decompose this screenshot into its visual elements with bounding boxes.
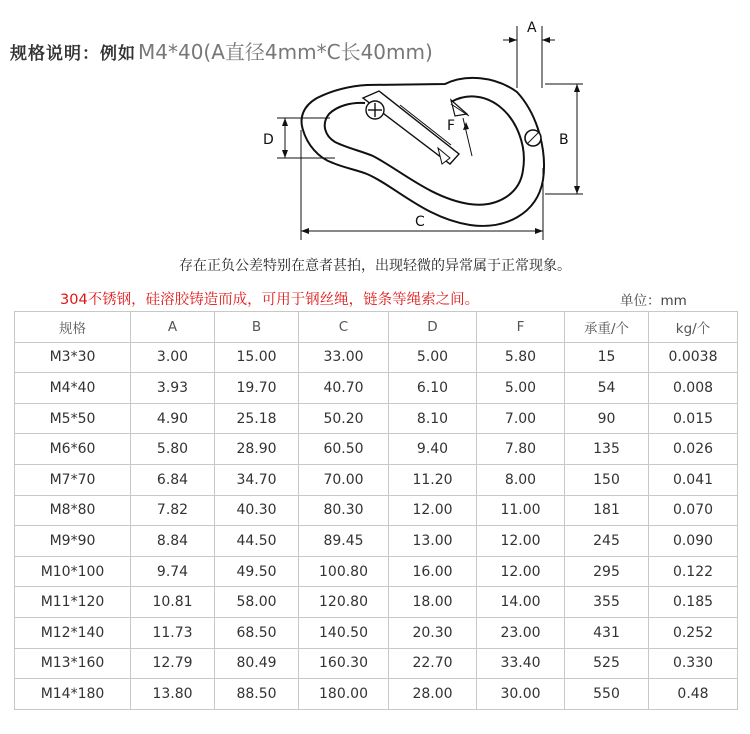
- table-row: [15, 495, 738, 526]
- table-row: [15, 648, 738, 679]
- cell-d: 22.70: [389, 648, 477, 679]
- cell-c: 100.80: [299, 556, 389, 587]
- cell-load: 525: [565, 648, 649, 679]
- cell-f: 33.40: [477, 648, 565, 679]
- hook-outer-outline: [302, 78, 544, 226]
- table-row: [15, 617, 738, 648]
- cell-weight: 0.026: [649, 434, 738, 465]
- cell-a: 7.82: [131, 495, 215, 526]
- cell-weight: 0.0038: [649, 342, 738, 373]
- cell-weight: 0.48: [649, 679, 738, 710]
- cell-load: 295: [565, 556, 649, 587]
- dimension-label-a: A: [527, 20, 537, 36]
- cell-c: 180.00: [299, 679, 389, 710]
- cell-load: 54: [565, 373, 649, 404]
- table-row: [15, 403, 738, 434]
- cell-a: 4.90: [131, 403, 215, 434]
- cell-spec: M13*160: [15, 648, 131, 679]
- cell-spec: M12*140: [15, 617, 131, 648]
- cell-f: 12.00: [477, 526, 565, 557]
- cell-c: 40.70: [299, 373, 389, 404]
- spec-table-body: [15, 342, 738, 709]
- cell-a: 8.84: [131, 526, 215, 557]
- spec-example-value: M4*40(A直径4mm*C长40mm): [138, 40, 433, 64]
- snap-hook-dimension-diagram: [255, 18, 595, 240]
- cell-weight: 0.070: [649, 495, 738, 526]
- cell-load: 15: [565, 342, 649, 373]
- cell-spec: M3*30: [15, 342, 131, 373]
- cell-load: 550: [565, 679, 649, 710]
- cell-d: 12.00: [389, 495, 477, 526]
- cell-d: 13.00: [389, 526, 477, 557]
- header-weight: kg/个: [649, 312, 738, 343]
- dimension-label-d: D: [263, 132, 274, 148]
- cell-b: 49.50: [215, 556, 299, 587]
- cell-a: 3.00: [131, 342, 215, 373]
- cell-weight: 0.122: [649, 556, 738, 587]
- cell-a: 3.93: [131, 373, 215, 404]
- cell-f: 23.00: [477, 617, 565, 648]
- cell-load: 135: [565, 434, 649, 465]
- cell-weight: 0.185: [649, 587, 738, 618]
- cell-spec: M9*90: [15, 526, 131, 557]
- cell-weight: 0.090: [649, 526, 738, 557]
- cell-d: 18.00: [389, 587, 477, 618]
- cell-a: 11.73: [131, 617, 215, 648]
- cell-d: 11.20: [389, 464, 477, 495]
- cell-b: 34.70: [215, 464, 299, 495]
- cell-spec: M8*80: [15, 495, 131, 526]
- cell-spec: M10*100: [15, 556, 131, 587]
- table-row: [15, 587, 738, 618]
- header-c: C: [299, 312, 389, 343]
- cell-f: 5.80: [477, 342, 565, 373]
- cell-f: 14.00: [477, 587, 565, 618]
- cell-d: 8.10: [389, 403, 477, 434]
- header-d: D: [389, 312, 477, 343]
- cell-spec: M6*60: [15, 434, 131, 465]
- table-row: [15, 342, 738, 373]
- cell-c: 50.20: [299, 403, 389, 434]
- table-row: [15, 526, 738, 557]
- cell-d: 20.30: [389, 617, 477, 648]
- cell-c: 120.80: [299, 587, 389, 618]
- header-b: B: [215, 312, 299, 343]
- cell-f: 5.00: [477, 373, 565, 404]
- cell-d: 6.10: [389, 373, 477, 404]
- cell-f: 7.80: [477, 434, 565, 465]
- dimension-label-b: B: [559, 132, 569, 148]
- cell-load: 90: [565, 403, 649, 434]
- cell-b: 28.90: [215, 434, 299, 465]
- cell-weight: 0.041: [649, 464, 738, 495]
- table-row: [15, 373, 738, 404]
- cell-b: 19.70: [215, 373, 299, 404]
- cell-c: 89.45: [299, 526, 389, 557]
- cell-d: 16.00: [389, 556, 477, 587]
- cell-a: 6.84: [131, 464, 215, 495]
- cell-f: 8.00: [477, 464, 565, 495]
- spec-table: [14, 311, 738, 710]
- cell-b: 25.18: [215, 403, 299, 434]
- cell-load: 181: [565, 495, 649, 526]
- cell-d: 28.00: [389, 679, 477, 710]
- dimension-label-c: C: [415, 214, 425, 230]
- tolerance-note: 存在正负公差特别在意者甚拍，出现轻微的异常属于正常现象。: [179, 258, 571, 274]
- header-spec: 规格: [15, 312, 131, 343]
- cell-spec: M14*180: [15, 679, 131, 710]
- cell-c: 33.00: [299, 342, 389, 373]
- cell-b: 58.00: [215, 587, 299, 618]
- header-f: F: [477, 312, 565, 343]
- cell-a: 9.74: [131, 556, 215, 587]
- cell-c: 80.30: [299, 495, 389, 526]
- header-a: A: [131, 312, 215, 343]
- cell-a: 10.81: [131, 587, 215, 618]
- cell-d: 9.40: [389, 434, 477, 465]
- cell-b: 15.00: [215, 342, 299, 373]
- cell-d: 5.00: [389, 342, 477, 373]
- cell-weight: 0.330: [649, 648, 738, 679]
- cell-load: 355: [565, 587, 649, 618]
- cell-a: 5.80: [131, 434, 215, 465]
- table-row: [15, 556, 738, 587]
- header-load: 承重/个: [565, 312, 649, 343]
- cell-load: 245: [565, 526, 649, 557]
- cell-b: 80.49: [215, 648, 299, 679]
- cell-spec: M5*50: [15, 403, 131, 434]
- table-row: [15, 679, 738, 710]
- cell-spec: M4*40: [15, 373, 131, 404]
- table-row: [15, 434, 738, 465]
- cell-c: 70.00: [299, 464, 389, 495]
- cell-f: 12.00: [477, 556, 565, 587]
- unit-label: 单位：mm: [620, 293, 687, 309]
- cell-b: 88.50: [215, 679, 299, 710]
- hook-inner-outline: [325, 96, 524, 204]
- table-row: [15, 464, 738, 495]
- cell-b: 68.50: [215, 617, 299, 648]
- cell-c: 160.30: [299, 648, 389, 679]
- cell-f: 11.00: [477, 495, 565, 526]
- cell-spec: M11*120: [15, 587, 131, 618]
- cell-weight: 0.008: [649, 373, 738, 404]
- cell-b: 40.30: [215, 495, 299, 526]
- cell-f: 30.00: [477, 679, 565, 710]
- cell-c: 140.50: [299, 617, 389, 648]
- cell-spec: M7*70: [15, 464, 131, 495]
- table-header-row: [15, 312, 738, 343]
- cell-c: 60.50: [299, 434, 389, 465]
- material-note: 304不锈钢，硅溶胶铸造而成，可用于钢丝绳，链条等绳索之间。: [60, 292, 480, 308]
- cell-a: 12.79: [131, 648, 215, 679]
- cell-load: 150: [565, 464, 649, 495]
- cell-a: 13.80: [131, 679, 215, 710]
- cell-b: 44.50: [215, 526, 299, 557]
- cell-load: 431: [565, 617, 649, 648]
- cell-weight: 0.252: [649, 617, 738, 648]
- spec-example-prefix: 规格说明：例如: [10, 44, 136, 64]
- cell-f: 7.00: [477, 403, 565, 434]
- dimension-label-f: F: [447, 118, 456, 134]
- cell-weight: 0.015: [649, 403, 738, 434]
